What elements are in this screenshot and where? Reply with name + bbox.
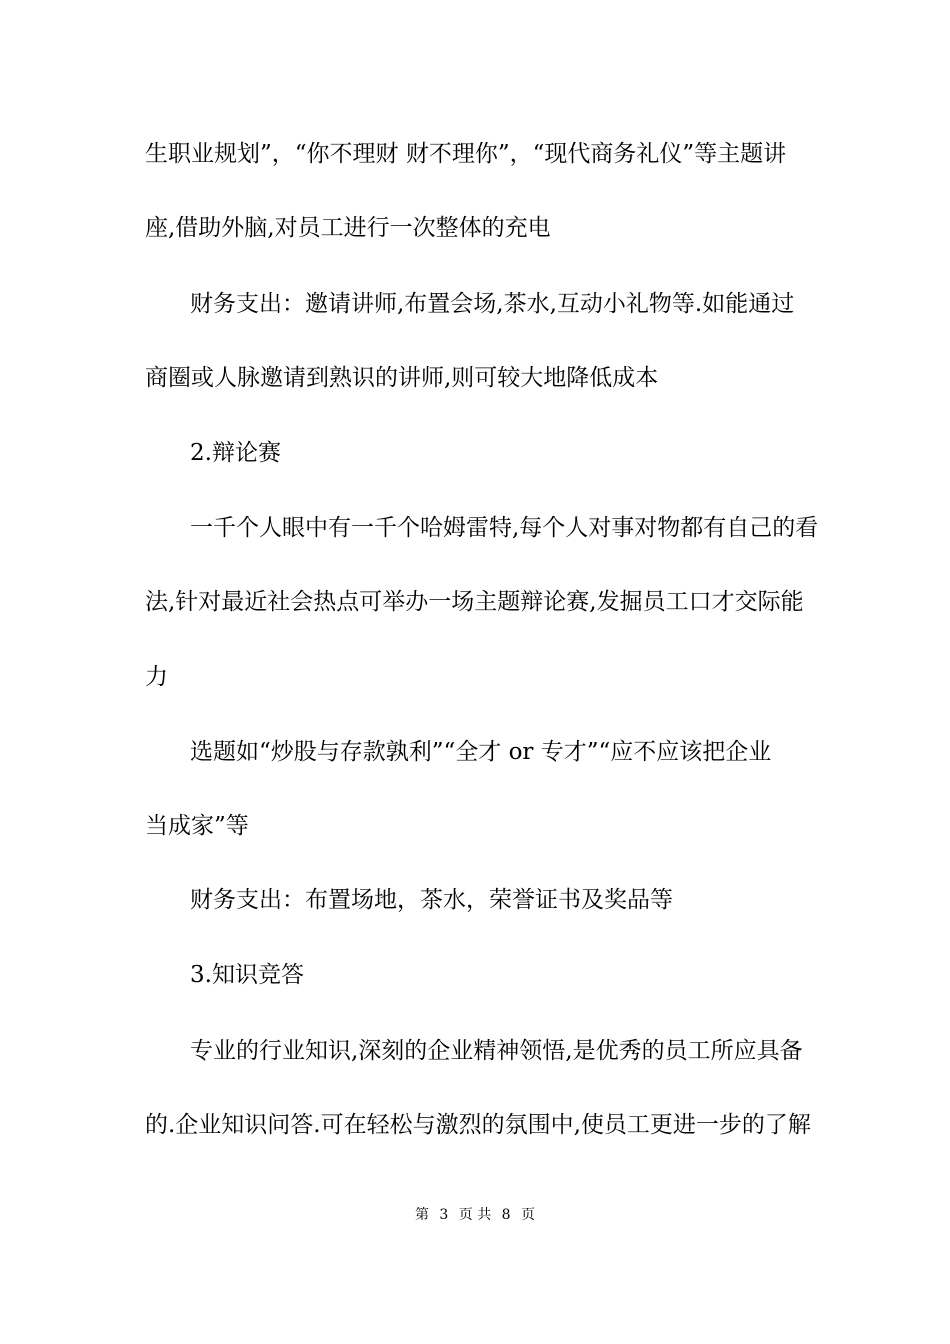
text-line: 财务支出：邀请讲师,布置会场,茶水,互动小礼物等.如能通过 <box>190 291 795 317</box>
text-line: 专业的行业知识,深刻的企业精神领悟,是优秀的员工所应具备 <box>190 1038 803 1064</box>
current-page-number: 3 <box>439 1207 449 1223</box>
text-line: 商圈或人脉邀请到熟识的讲师,则可较大地降低成本 <box>145 365 659 391</box>
footer-prefix: 第 <box>414 1207 429 1223</box>
section-heading: 3.知识竞答 <box>190 962 304 988</box>
footer-suffix: 页 <box>521 1207 536 1223</box>
text-line: 一千个人眼中有一千个哈姆雷特,每个人对事对物都有自己的看 <box>190 515 819 541</box>
total-pages-number: 8 <box>501 1207 511 1223</box>
text-line: 座,借助外脑,对员工进行一次整体的充电 <box>145 215 551 241</box>
text-line: 当成家”等 <box>145 813 249 839</box>
text-line: 选题如“炒股与存款孰利”“全才 or 专才”“应不应该把企业 <box>190 739 772 765</box>
text-line: 的.企业知识问答.可在轻松与激烈的氛围中,使员工更进一步的了解 <box>145 1112 811 1138</box>
text-line: 财务支出：布置场地，茶水，荣誉证书及奖品等 <box>190 887 673 913</box>
text-line: 力 <box>145 664 168 690</box>
page-footer <box>0 1206 950 1224</box>
section-heading: 2.辩论赛 <box>190 440 281 466</box>
text-line: 生职业规划”，“你不理财 财不理你”，“现代商务礼仪”等主题讲 <box>145 141 787 167</box>
footer-middle: 页 共 <box>458 1207 492 1223</box>
text-line: 法,针对最近社会热点可举办一场主题辩论赛,发掘员工口才交际能 <box>145 589 804 615</box>
